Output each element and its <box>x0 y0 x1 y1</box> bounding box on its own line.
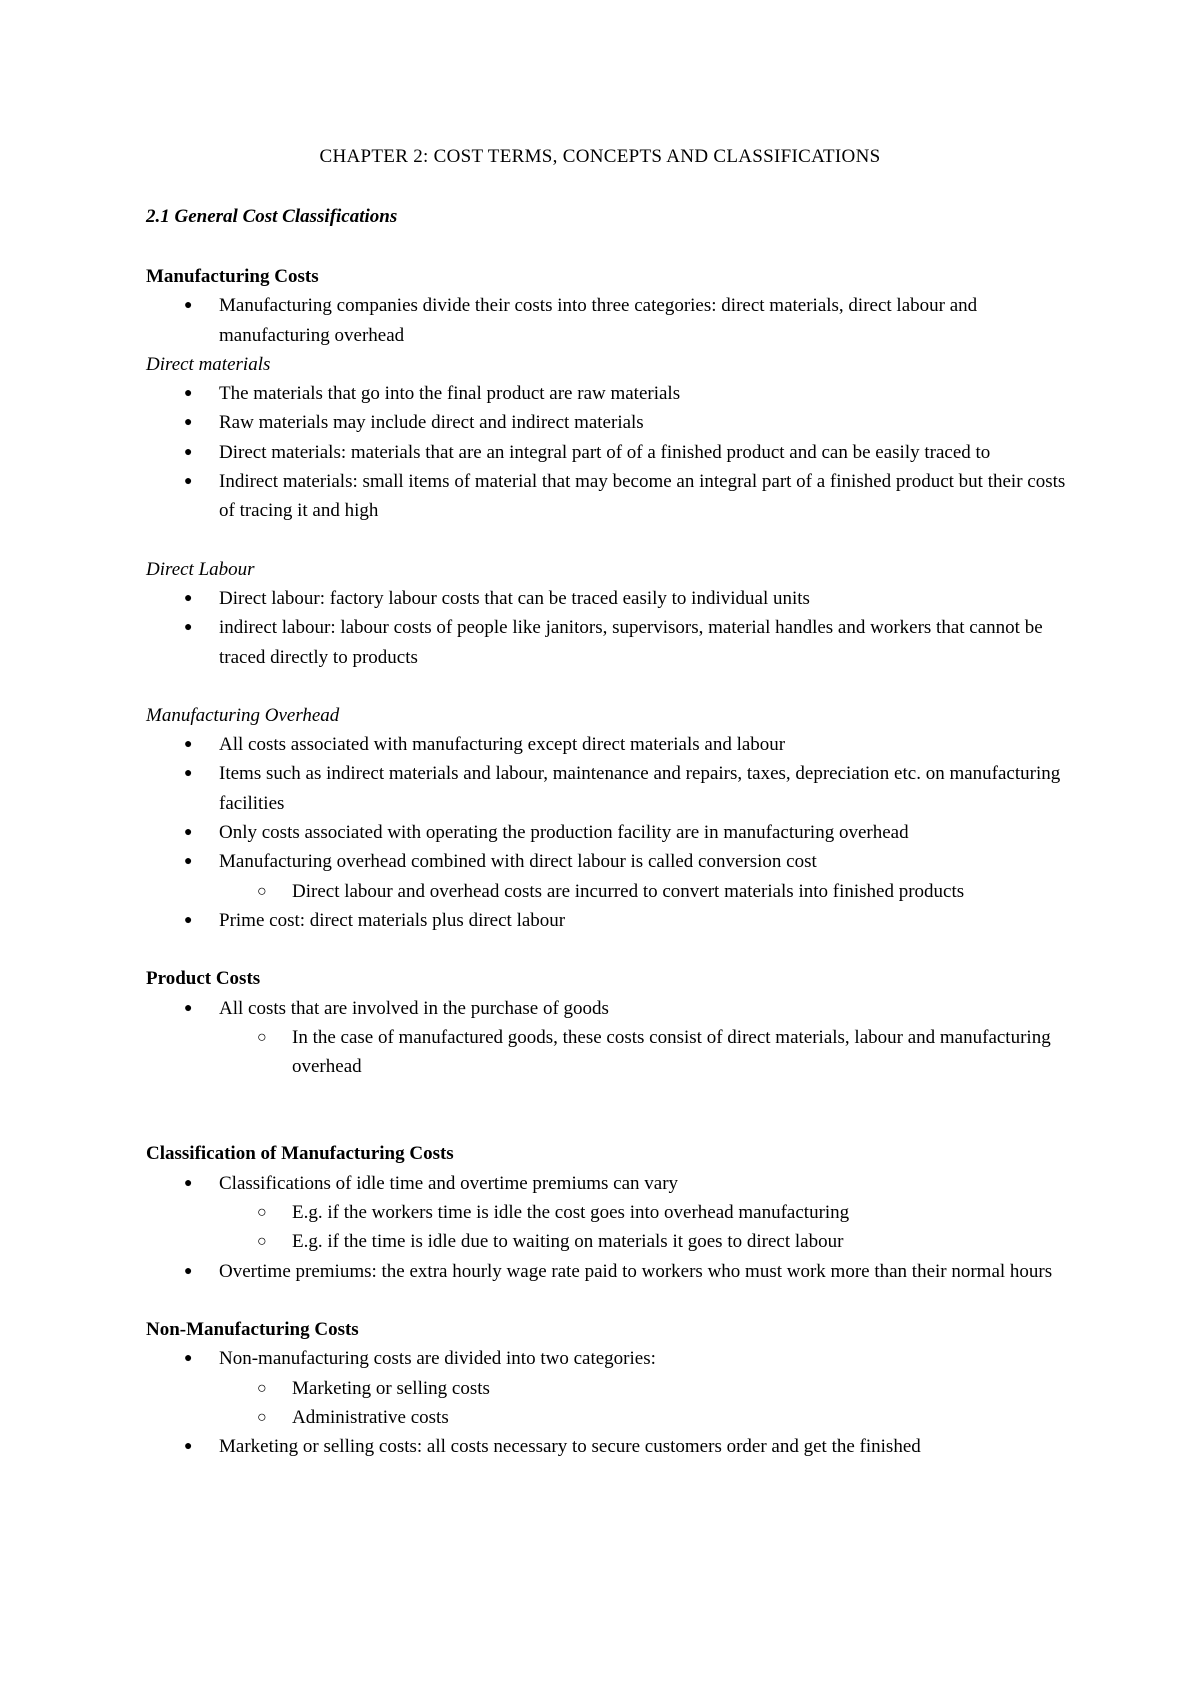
heading-classification: Classification of Manufacturing Costs <box>146 1143 454 1165</box>
document-body <box>146 262 1066 1461</box>
classification-list <box>146 1169 1066 1286</box>
list-item: ● Prime cost: direct materials plus direct labour <box>146 906 1066 935</box>
sub-list-item: ○ Direct labour and overhead costs are incurred to convert materials into finished products <box>219 877 1066 906</box>
list-item-text: Non-manufacturing costs are divided into two categories: <box>219 1348 656 1370</box>
list-item-text: Manufacturing overhead combined with direct labour is called conversion cost <box>219 851 817 873</box>
list-item: ● Raw materials may include direct and indirect materials <box>146 408 1066 437</box>
list-item: ● Direct materials: materials that are an integral part of of a finished product and can be easily traced to <box>146 438 1066 467</box>
list-item-text: Classifications of idle time and overtime premiums can vary <box>219 1172 679 1194</box>
direct-labour-list <box>146 584 1066 672</box>
list-item: ● Items such as indirect materials and labour, maintenance and repairs, taxes, depreciation etc. on manufacturing facilities <box>146 759 1066 818</box>
subheading-manufacturing-overhead: Manufacturing Overhead <box>146 704 340 726</box>
classification-sublist <box>219 1198 1066 1257</box>
direct-materials-list <box>146 379 1066 525</box>
list-item: ● Indirect materials: small items of material that may become an integral part of a finished product but their costs of tracing it and high <box>146 467 1066 526</box>
list-item: ● The materials that go into the final product are raw materials <box>146 379 1066 408</box>
list-item: ● All costs associated with manufacturing except direct materials and labour <box>146 730 1066 759</box>
non-manufacturing-list <box>146 1344 1066 1461</box>
list-item <box>146 994 1066 1082</box>
list-item: ● indirect labour: labour costs of people like janitors, supervisors, material handles and workers that cannot be traced directly to products <box>146 613 1066 672</box>
list-item: ● Only costs associated with operating the production facility are in manufacturing overhead <box>146 818 1066 847</box>
list-item-text: All costs that are involved in the purchase of goods <box>219 997 609 1019</box>
heading-product-costs: Product Costs <box>146 968 261 990</box>
chapter-title: CHAPTER 2: COST TERMS, CONCEPTS AND CLASSIFICATIONS <box>319 146 881 167</box>
subheading-direct-labour: Direct Labour <box>146 558 255 580</box>
sub-list-item: ○ E.g. if the time is idle due to waiting on materials it goes to direct labour <box>219 1227 1066 1256</box>
heading-non-manufacturing: Non-Manufacturing Costs <box>146 1318 359 1340</box>
product-costs-sublist <box>219 1023 1066 1082</box>
subheading-direct-materials: Direct materials <box>146 353 271 375</box>
sub-list-item: ○ Administrative costs <box>219 1403 1066 1432</box>
list-item: ● Direct labour: factory labour costs that can be traced easily to individual units <box>146 584 1066 613</box>
product-costs-list <box>146 994 1066 1082</box>
list-item: ● Overtime premiums: the extra hourly wage rate paid to workers who must work more than their normal hours <box>146 1257 1066 1286</box>
manufacturing-list <box>146 291 1066 350</box>
sub-list-item: ○ In the case of manufactured goods, these costs consist of direct materials, labour and manufacturing overhead <box>219 1023 1066 1082</box>
heading-manufacturing-costs: Manufacturing Costs <box>146 266 319 287</box>
list-item <box>146 1169 1066 1257</box>
section-heading: 2.1 General Cost Classifications <box>146 206 398 227</box>
overhead-sublist <box>219 877 1066 906</box>
list-item <box>146 847 1066 906</box>
sub-list-item: ○ E.g. if the workers time is idle the cost goes into overhead manufacturing <box>219 1198 1066 1227</box>
overhead-list <box>146 730 1066 935</box>
list-item: ● Manufacturing companies divide their costs into three categories: direct materials, direct labour and manufacturing overhead <box>146 291 1066 350</box>
list-item <box>146 1344 1066 1432</box>
sub-list-item: ○ Marketing or selling costs <box>219 1374 1066 1403</box>
non-manufacturing-sublist <box>219 1374 1066 1433</box>
list-item: ● Marketing or selling costs: all costs necessary to secure customers order and get the finished <box>146 1432 1066 1461</box>
